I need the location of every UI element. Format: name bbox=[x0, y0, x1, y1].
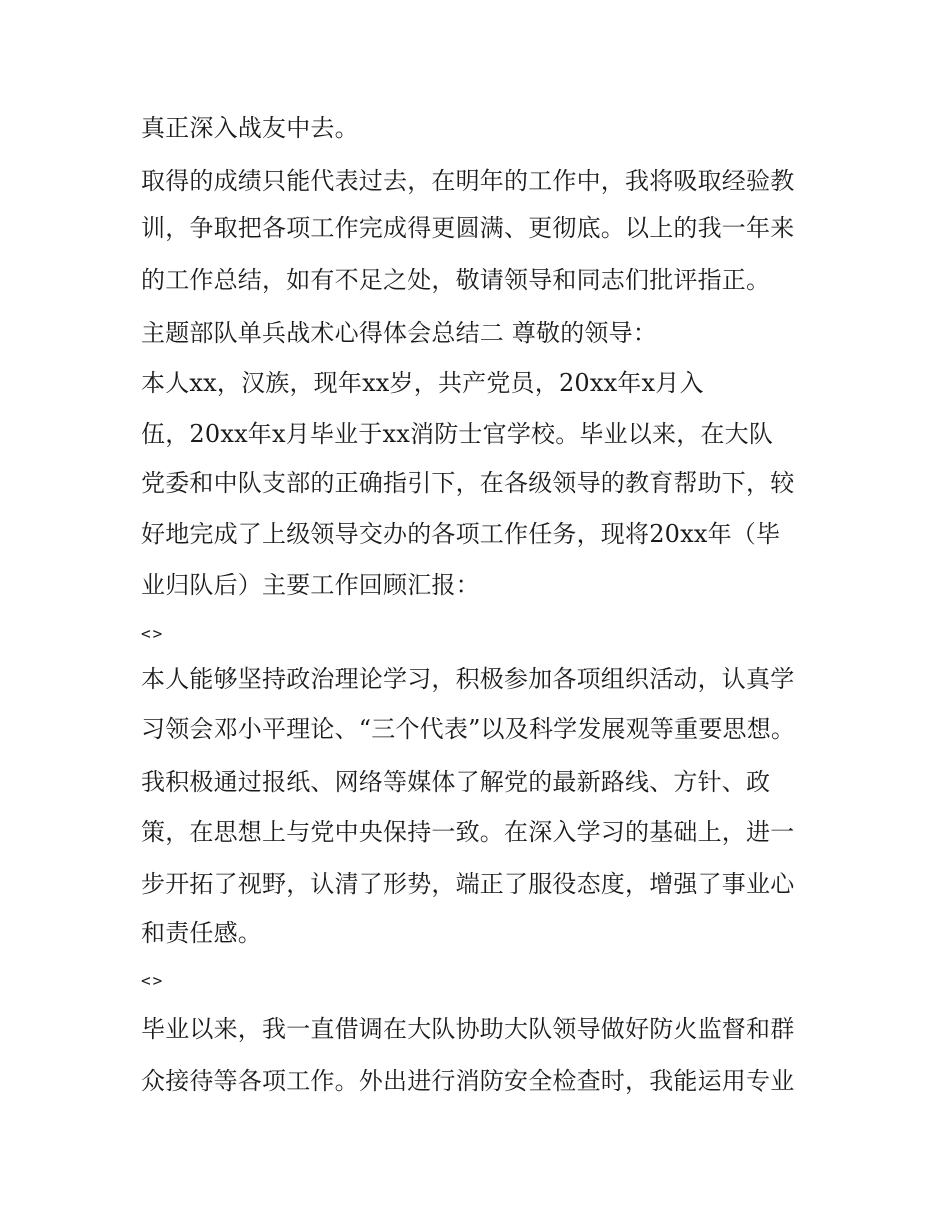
text-line: 本人xx，汉族，现年xx岁，共产党员，20xx年x月入 bbox=[141, 369, 704, 397]
text-line: 党委和中队支部的正确指引下，在各级领导的教育帮助下，较 bbox=[141, 469, 795, 497]
text-line: 好地完成了上级领导交办的各项工作任务，现将20xx年（毕 bbox=[141, 520, 781, 548]
text-line: 训，争取把各项工作完成得更圆满、更彻底。以上的我一年来 bbox=[141, 214, 795, 242]
text-line: 伍，20xx年x月毕业于xx消防士官学校。毕业以来，在大队 bbox=[141, 420, 774, 448]
text-line: 真正深入战友中去。 bbox=[141, 114, 359, 142]
text-line: 我积极通过报纸、网络等媒体了解党的最新路线、方针、政 bbox=[141, 768, 771, 796]
text-line: 步开拓了视野，认清了形势，端正了服役态度，增强了事业心 bbox=[141, 870, 795, 898]
text-line: 主题部队单兵战术心得体会总结二 尊敬的领导： bbox=[141, 319, 658, 347]
text-line: 取得的成绩只能代表过去，在明年的工作中，我将吸取经验教 bbox=[141, 167, 795, 195]
text-line: 本人能够坚持政治理论学习，积极参加各项组织活动，认真学 bbox=[141, 665, 795, 693]
section-marker: <> bbox=[141, 624, 165, 643]
section-marker: <> bbox=[141, 971, 165, 990]
text-line: 的工作总结，如有不足之处，敬请领导和同志们批评指正。 bbox=[141, 266, 771, 294]
text-line: 和责任感。 bbox=[141, 919, 262, 947]
text-line: 众接待等各项工作。外出进行消防安全检查时，我能运用专业 bbox=[141, 1067, 795, 1095]
text-line: 策，在思想上与党中央保持一致。在深入学习的基础上，进一 bbox=[141, 818, 795, 846]
text-line: 习领会邓小平理论、“三个代表”以及科学发展观等重要思想。 bbox=[141, 715, 796, 743]
text-line: 业归队后）主要工作回顾汇报： bbox=[141, 571, 480, 599]
text-line: 毕业以来，我一直借调在大队协助大队领导做好防火监督和群 bbox=[141, 1015, 795, 1043]
